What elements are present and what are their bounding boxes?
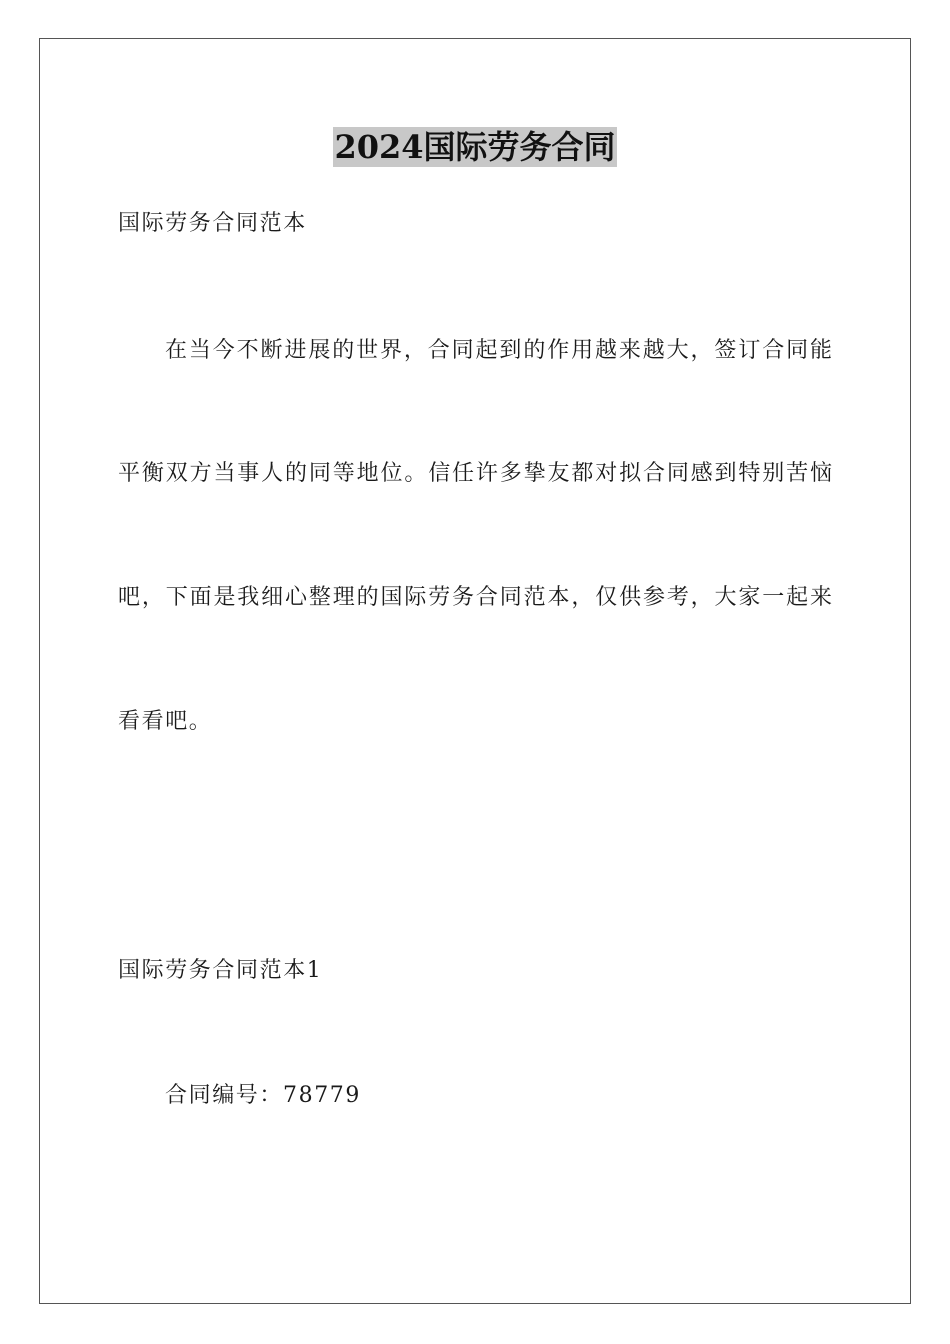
contract-number: 合同编号：78779: [165, 1083, 361, 1108]
intro-line-3: 吧，下面是我细心整理的国际劳务合同范本，仅供参考，大家一起来: [118, 585, 832, 610]
section-heading: 国际劳务合同范本1: [118, 958, 323, 983]
title-container: [0, 127, 950, 167]
intro-line-2: 平衡双方当事人的同等地位。信任许多挚友都对拟合同感到特别苦恼: [118, 461, 832, 486]
intro-line-1: 在当今不断进展的世界，合同起到的作用越来越大，签订合同能: [165, 338, 832, 363]
intro-line-4: 看看吧。: [118, 709, 213, 734]
document-subtitle: 国际劳务合同范本: [118, 211, 307, 236]
document-title: 2024国际劳务合同: [334, 128, 616, 166]
